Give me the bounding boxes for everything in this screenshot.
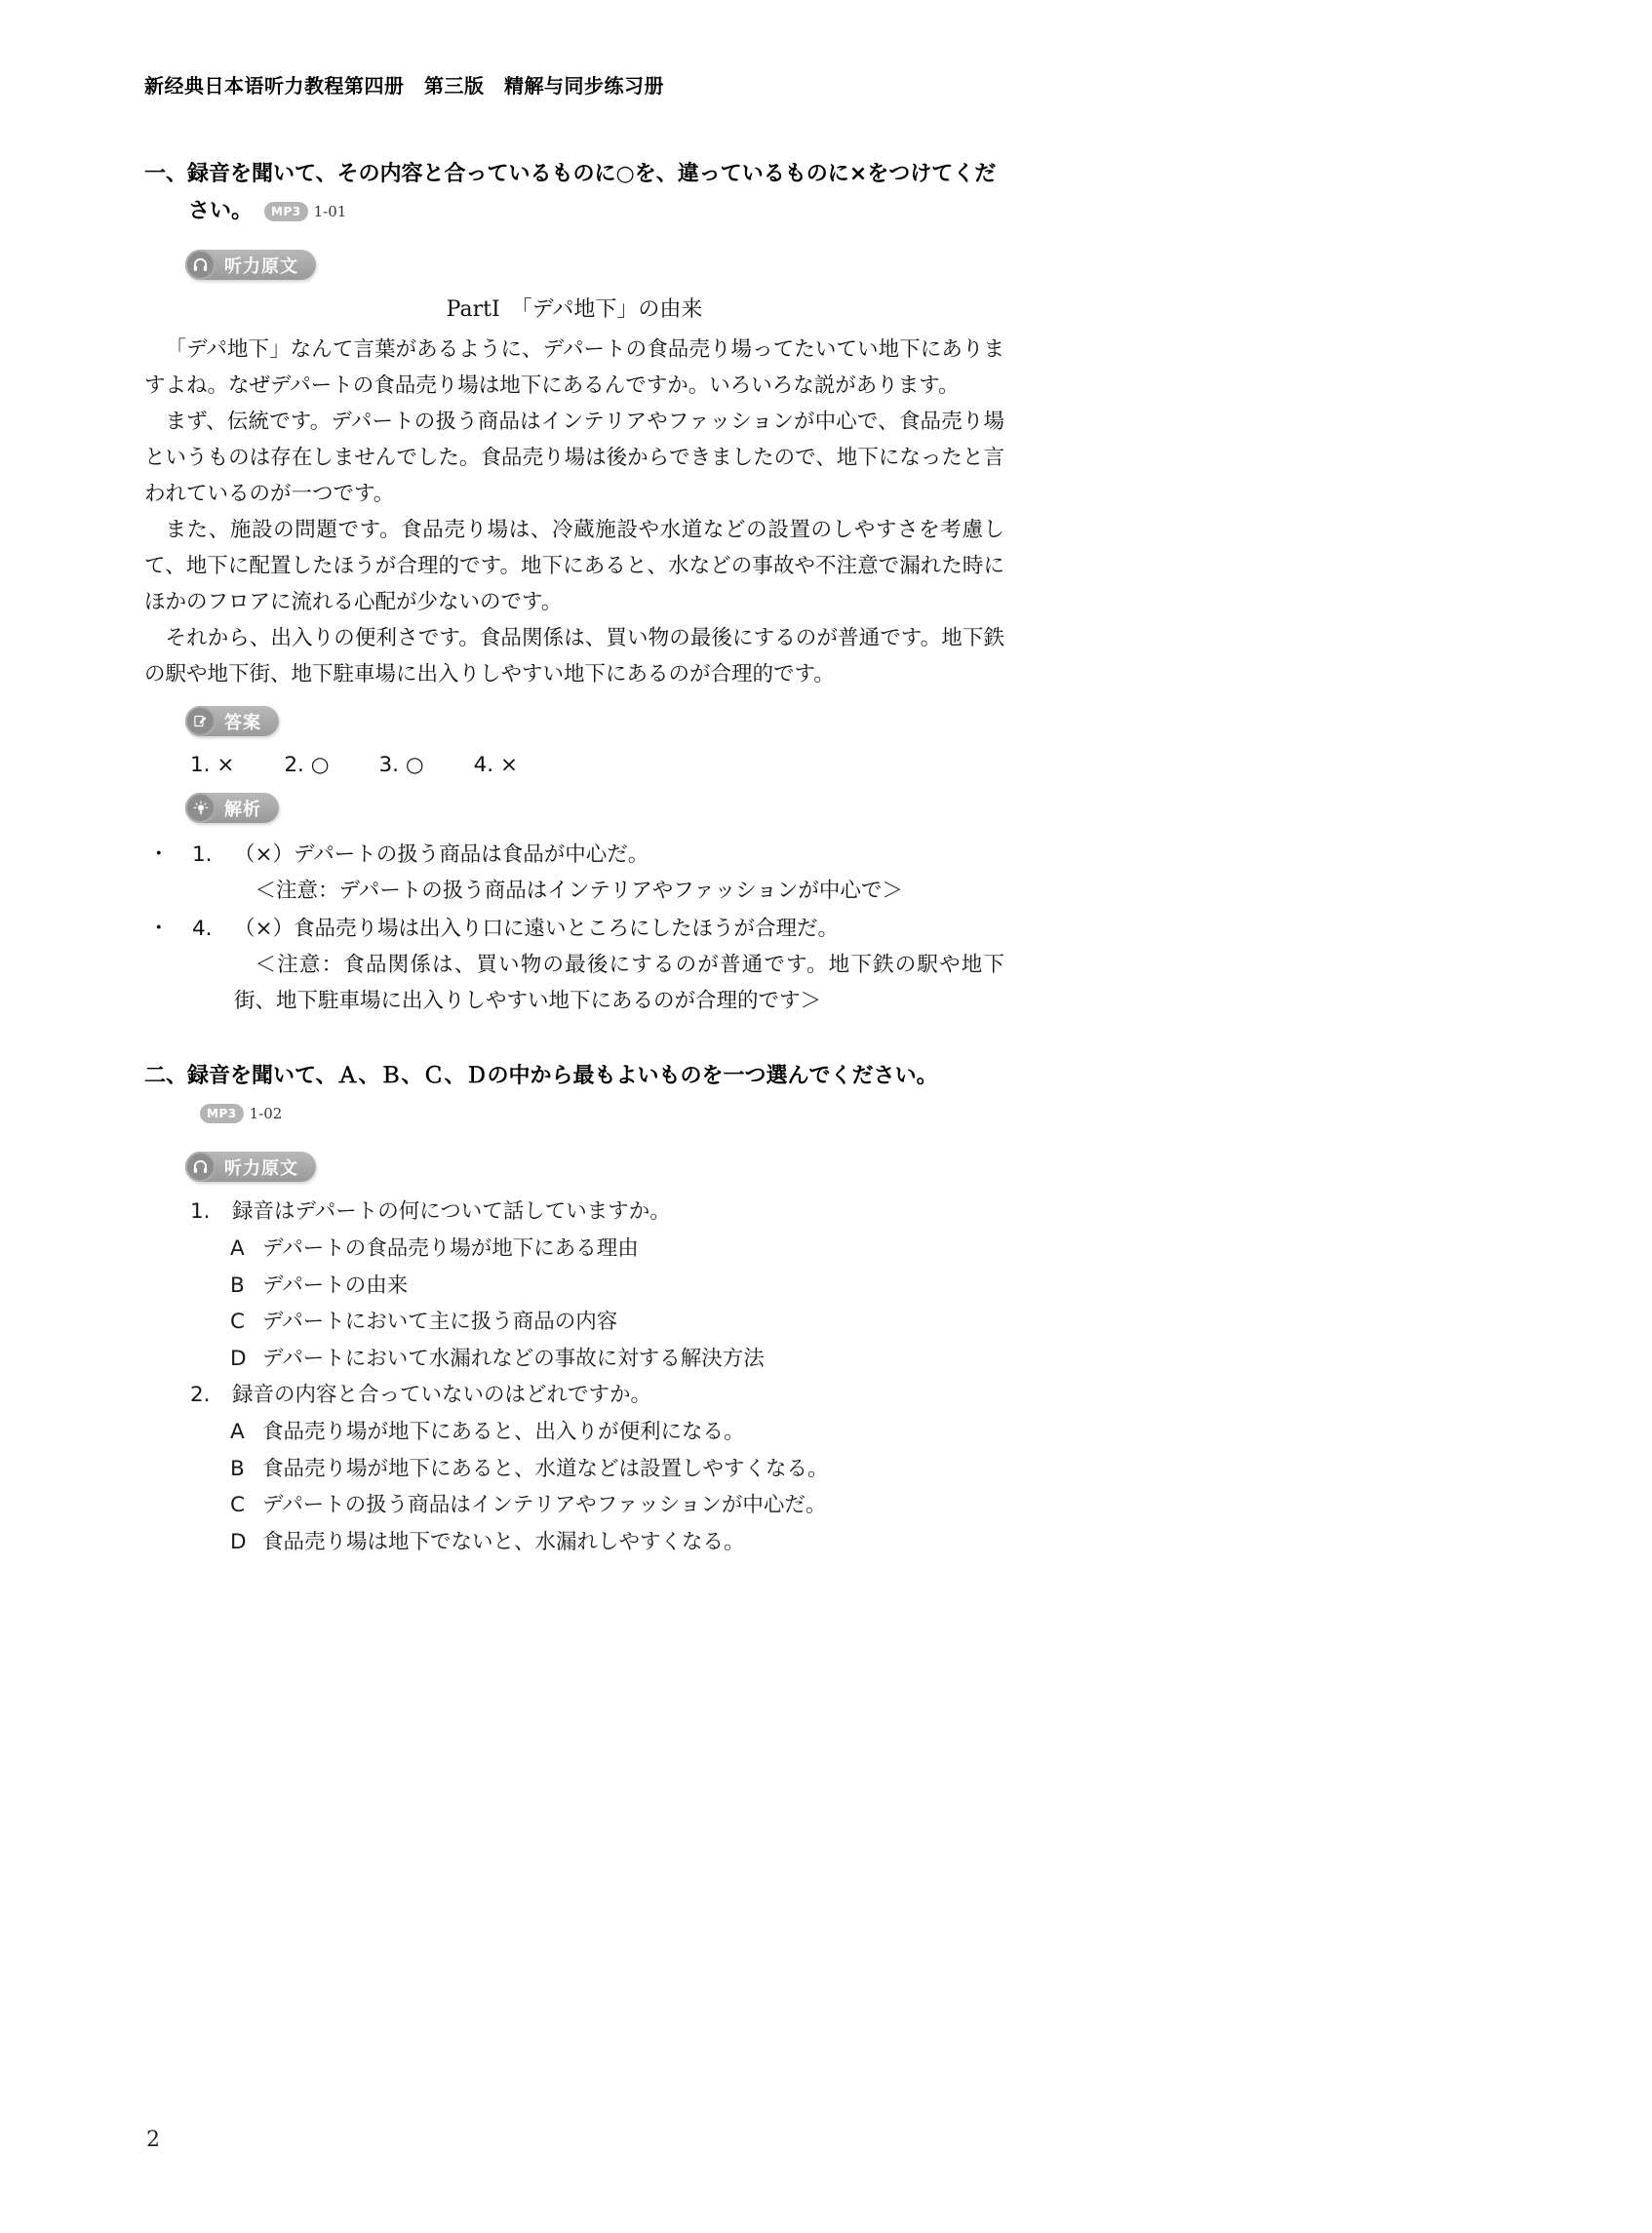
transcript-badge [185,1152,316,1182]
analysis-badge [185,793,279,823]
answers-row [144,751,1004,780]
option-text: デパートの扱う商品はインテリアやファッションが中心だ。 [262,1493,827,1517]
questions-list [144,1194,1004,1560]
page-content [144,0,1004,1560]
answer-item: 1. × [190,753,235,777]
analysis-note: ＜注意：デパートの扱う商品はインテリアやファッションが中心で＞ [255,879,903,903]
answer-item: 3. ○ [378,753,424,777]
option-text: 食品売り場が地下にあると、出入りが便利になる。 [262,1420,745,1444]
bullet-marker: ・ [148,917,170,941]
question-line [190,1377,1004,1414]
analysis-body [234,911,1004,1019]
mp3-icon: MP3 [264,202,308,221]
option-row [190,1231,1004,1268]
transcript-paragraph: 「デパ地下」なんて言葉があるように、デパートの食品売り場ってたいてい地下にありますよね。なぜデパートの食品売り場は地下にあるんですか。いろいろな説があります。 [144,337,1004,398]
section2-heading-text: 二、録音を聞いて、Ａ、Ｂ、Ｃ、Ｄの中から最もよいものを一つ選んでください。 [144,1064,938,1088]
question-number: 2. [190,1383,211,1407]
question-2 [144,1377,1004,1560]
transcript-badge-row-1 [185,250,1004,280]
lightbulb-icon [185,793,216,823]
answer-item: 4. × [473,753,518,777]
section1-heading [144,156,1004,230]
option-letter: D [230,1529,247,1554]
question-number: 1. [190,1199,211,1224]
analysis-number: 1. [192,842,213,867]
transcript-badge-label: 听力原文 [224,1157,298,1179]
option-letter: C [230,1310,246,1334]
part-title: PartⅠ 「デパ地下」の由来 [446,297,703,322]
question-1 [144,1194,1004,1377]
analysis-text: （×）デパートの扱う商品は食品が中心だ。 [234,842,649,867]
option-row [190,1341,1004,1378]
option-text: デパートの由来 [262,1273,409,1298]
option-letter: B [230,1273,245,1298]
option-letter: A [230,1236,245,1261]
question-text: 録音の内容と合っていないのはどれですか。 [232,1383,652,1407]
option-row [190,1524,1004,1561]
pen-icon [185,706,216,736]
option-row [190,1268,1004,1305]
answer-item: 2. ○ [284,753,330,777]
page-number: 2 [146,2128,160,2152]
option-letter: A [230,1420,245,1444]
transcript-text [144,332,1004,692]
book-header: 新经典日本语听力教程第四册 第三版 精解与同步练习册 [144,74,664,98]
transcript-badge-row-2 [185,1152,1004,1182]
option-letter: D [230,1346,247,1371]
mp3-track-number: 1-02 [249,1105,283,1122]
section2-heading [144,1058,1004,1132]
mp3-track-number: 1-01 [313,203,347,220]
analysis-item [144,911,1004,1019]
mp3-badge-1 [264,193,346,230]
bullet-marker: ・ [148,842,170,867]
analysis-item [144,837,1004,909]
mp3-icon: MP3 [200,1104,244,1123]
transcript-paragraph: まず、伝統です。デパートの扱う商品はインテリアやファッションが中心で、食品売り場というものは存在しませんでした。食品売り場は後からできましたので、地下になったと言われているのが一つです。 [144,410,1004,506]
option-row [190,1414,1004,1451]
answer-badge-row [185,706,1004,736]
option-row [190,1304,1004,1341]
headphones-icon [185,250,216,280]
transcript-badge-label: 听力原文 [224,255,298,277]
question-text: 録音はデパートの何について話していますか。 [232,1199,671,1224]
analysis-badge-label: 解析 [224,799,261,820]
mp3-badge-2 [200,1095,282,1132]
option-letter: C [230,1493,246,1517]
transcript-paragraph: それから、出入りの便利さです。食品関係は、買い物の最後にするのが普通です。地下鉄の駅や地下街、地下駐車場に出入りしやすい地下にあるのが合理的です。 [144,626,1004,686]
option-row [190,1451,1004,1488]
headphones-icon [185,1152,216,1182]
question-line [190,1194,1004,1231]
analysis-note: ＜注意：食品関係は、買い物の最後にするのが普通です。地下鉄の駅や地下街、地下駐車場に出入りしやすい地下にあるのが合理的です＞ [234,953,1004,1013]
analysis-number: 4. [192,917,213,941]
option-text: デパートにおいて水漏れなどの事故に対する解決方法 [262,1346,765,1371]
option-text: デパートにおいて主に扱う商品の内容 [262,1310,618,1334]
transcript-paragraph: また、施設の問題です。食品売り場は、冷蔵施設や水道などの設置のしやすさを考慮して、地下に配置したほうが合理的です。地下にあると、水などの事故や不注意で漏れた時にほかのフロアに流れる心配が少ないのです。 [144,518,1004,614]
option-text: デパートの食品売り場が地下にある理由 [262,1236,639,1261]
option-text: 食品売り場が地下にあると、水道などは設置しやすくなる。 [262,1456,829,1481]
analysis-badge-row [185,793,1004,823]
analysis-body [234,837,1004,909]
section1-heading-text: 一、録音を聞いて、その内容と合っているものに○を、違っているものに×をつけてください。 [144,162,997,223]
transcript-badge [185,250,316,280]
option-row [190,1487,1004,1524]
analysis-text: （×）食品売り場は出入り口に遠いところにしたほうが合理だ。 [234,917,840,941]
option-text: 食品売り場は地下でないと、水漏れしやすくなる。 [262,1529,745,1554]
analysis-list [144,837,1004,1019]
answer-badge-label: 答案 [224,712,261,733]
answer-badge [185,706,279,736]
option-letter: B [230,1456,245,1481]
